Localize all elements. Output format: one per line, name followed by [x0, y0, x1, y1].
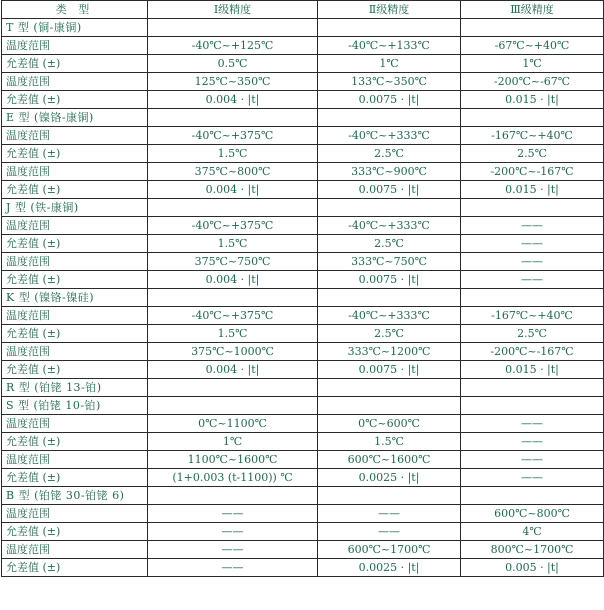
table-cell: 375℃~800℃: [148, 163, 318, 181]
table-row: [2, 523, 604, 541]
group-label: J 型 (铁-康铜): [2, 199, 148, 217]
row-label: 温度范围: [2, 541, 148, 559]
table-row: [2, 343, 604, 361]
group-row: [2, 289, 604, 307]
table-row: [2, 217, 604, 235]
row-label: 允差值 (±): [2, 469, 148, 487]
group-row: [2, 397, 604, 415]
table-row: [2, 235, 604, 253]
group-label: R 型 (铂铑 13-铂): [2, 379, 148, 397]
row-label: 温度范围: [2, 505, 148, 523]
table-cell: [318, 289, 461, 307]
table-cell: 0.004 · |t|: [148, 181, 318, 199]
group-row: [2, 199, 604, 217]
table-cell: 333℃~750℃: [318, 253, 461, 271]
table-cell: -200℃~-167℃: [461, 163, 604, 181]
group-label: S 型 (铂铑 10-铂): [2, 397, 148, 415]
table-cell: 1.5℃: [148, 235, 318, 253]
table-row: [2, 145, 604, 163]
table-cell: [148, 199, 318, 217]
table-cell: [461, 487, 604, 505]
row-label: 温度范围: [2, 127, 148, 145]
table-cell: 133℃~350℃: [318, 73, 461, 91]
row-label: 温度范围: [2, 343, 148, 361]
group-label: K 型 (镍铬-镍硅): [2, 289, 148, 307]
row-label: 温度范围: [2, 73, 148, 91]
table-cell: 0.0075 · |t|: [318, 271, 461, 289]
table-cell: ——: [318, 505, 461, 523]
table-body: [2, 19, 604, 577]
table-cell: 0℃~1100℃: [148, 415, 318, 433]
row-label: 允差值 (±): [2, 145, 148, 163]
table-cell: ——: [461, 217, 604, 235]
table-cell: [148, 289, 318, 307]
row-label: 温度范围: [2, 37, 148, 55]
table-cell: 0.005 · |t|: [461, 559, 604, 577]
row-label: 温度范围: [2, 253, 148, 271]
header-type: 类 型: [2, 1, 148, 19]
table-cell: [461, 19, 604, 37]
table-cell: 0.0025 · |t|: [318, 559, 461, 577]
table-cell: 0.004 · |t|: [148, 91, 318, 109]
table-row: [2, 127, 604, 145]
table-cell: ——: [461, 451, 604, 469]
table-cell: 0.004 · |t|: [148, 361, 318, 379]
table-row: [2, 163, 604, 181]
table-cell: 2.5℃: [461, 145, 604, 163]
table-cell: [318, 397, 461, 415]
row-label: 允差值 (±): [2, 361, 148, 379]
group-row: [2, 379, 604, 397]
table-cell: 375℃~750℃: [148, 253, 318, 271]
table-cell: 0.0075 · |t|: [318, 361, 461, 379]
table-cell: ——: [148, 505, 318, 523]
row-label: 允差值 (±): [2, 181, 148, 199]
table-cell: [148, 109, 318, 127]
table-cell: 1℃: [318, 55, 461, 73]
table-cell: (1+0.003 (t-1100)) ℃: [148, 469, 318, 487]
table-cell: 2.5℃: [461, 325, 604, 343]
table-row: [2, 469, 604, 487]
table-cell: -167℃~+40℃: [461, 127, 604, 145]
row-label: 允差值 (±): [2, 55, 148, 73]
table-cell: ——: [461, 271, 604, 289]
table-row: [2, 253, 604, 271]
table-cell: 800℃~1700℃: [461, 541, 604, 559]
table-row: [2, 559, 604, 577]
table-cell: 1.5℃: [148, 325, 318, 343]
table-cell: 4℃: [461, 523, 604, 541]
table-row: [2, 37, 604, 55]
group-row: [2, 487, 604, 505]
table-cell: 600℃~800℃: [461, 505, 604, 523]
table-cell: -40℃~+333℃: [318, 127, 461, 145]
table-cell: [461, 109, 604, 127]
table-cell: 0.0025 · |t|: [318, 469, 461, 487]
table-cell: ——: [461, 235, 604, 253]
table-cell: [148, 487, 318, 505]
table-cell: -40℃~+125℃: [148, 37, 318, 55]
row-label: 允差值 (±): [2, 235, 148, 253]
table-cell: 375℃~1000℃: [148, 343, 318, 361]
table-cell: [148, 19, 318, 37]
table-cell: -167℃~+40℃: [461, 307, 604, 325]
table-cell: 1.5℃: [318, 433, 461, 451]
group-row: [2, 109, 604, 127]
table-row: [2, 325, 604, 343]
table-cell: 2.5℃: [318, 235, 461, 253]
table-cell: ——: [148, 523, 318, 541]
table-cell: [318, 109, 461, 127]
table-cell: 0.015 · |t|: [461, 181, 604, 199]
table-cell: 0.004 · |t|: [148, 271, 318, 289]
table-cell: ——: [461, 253, 604, 271]
table-cell: 1℃: [461, 55, 604, 73]
table-cell: -40℃~+375℃: [148, 217, 318, 235]
table-cell: [318, 199, 461, 217]
table-row: [2, 541, 604, 559]
table-cell: 0.0075 · |t|: [318, 91, 461, 109]
group-label: T 型 (铜-康铜): [2, 19, 148, 37]
row-label: 温度范围: [2, 217, 148, 235]
table-cell: 333℃~1200℃: [318, 343, 461, 361]
row-label: 允差值 (±): [2, 523, 148, 541]
group-label: B 型 (铂铑 30-铂铑 6): [2, 487, 148, 505]
table-cell: [461, 289, 604, 307]
row-label: 允差值 (±): [2, 559, 148, 577]
table-row: [2, 271, 604, 289]
table-row: [2, 307, 604, 325]
table-cell: ——: [148, 541, 318, 559]
row-label: 允差值 (±): [2, 433, 148, 451]
table-cell: ——: [461, 433, 604, 451]
table-cell: -67℃~+40℃: [461, 37, 604, 55]
table-cell: 0.015 · |t|: [461, 361, 604, 379]
row-label: 温度范围: [2, 415, 148, 433]
table-cell: -40℃~+333℃: [318, 307, 461, 325]
table-cell: 0.015 · |t|: [461, 91, 604, 109]
table-cell: 333℃~900℃: [318, 163, 461, 181]
table-cell: [148, 379, 318, 397]
header-class-3: Ⅲ级精度: [461, 1, 604, 19]
table-cell: [318, 19, 461, 37]
table-row: [2, 181, 604, 199]
table-row: [2, 451, 604, 469]
row-label: 允差值 (±): [2, 91, 148, 109]
table-cell: 600℃~1700℃: [318, 541, 461, 559]
table-row: [2, 433, 604, 451]
group-label: E 型 (镍铬-康铜): [2, 109, 148, 127]
table-row: [2, 55, 604, 73]
table-cell: 2.5℃: [318, 325, 461, 343]
group-row: [2, 19, 604, 37]
row-label: 温度范围: [2, 163, 148, 181]
table-cell: 600℃~1600℃: [318, 451, 461, 469]
table-row: [2, 505, 604, 523]
thermocouple-tolerance-table: [1, 0, 604, 577]
table-cell: -200℃~-167℃: [461, 343, 604, 361]
table-cell: 1℃: [148, 433, 318, 451]
table-cell: -40℃~+375℃: [148, 127, 318, 145]
table-cell: ——: [461, 415, 604, 433]
row-label: 温度范围: [2, 307, 148, 325]
table-cell: 0.5℃: [148, 55, 318, 73]
table-cell: 2.5℃: [318, 145, 461, 163]
table-header-row: [2, 1, 604, 19]
table-cell: -40℃~+333℃: [318, 217, 461, 235]
table-cell: ——: [461, 469, 604, 487]
table-cell: 0.0075 · |t|: [318, 181, 461, 199]
row-label: 允差值 (±): [2, 271, 148, 289]
table-cell: ——: [148, 559, 318, 577]
table-cell: -40℃~+375℃: [148, 307, 318, 325]
table-row: [2, 91, 604, 109]
table-cell: [318, 379, 461, 397]
table-cell: [148, 397, 318, 415]
table-cell: 1100℃~1600℃: [148, 451, 318, 469]
table-cell: ——: [318, 523, 461, 541]
table-cell: -40℃~+133℃: [318, 37, 461, 55]
table-row: [2, 73, 604, 91]
table-cell: [461, 397, 604, 415]
table-cell: 1.5℃: [148, 145, 318, 163]
header-class-1: Ⅰ级精度: [148, 1, 318, 19]
table-cell: 125℃~350℃: [148, 73, 318, 91]
row-label: 允差值 (±): [2, 325, 148, 343]
table-cell: 0℃~600℃: [318, 415, 461, 433]
table-cell: [318, 487, 461, 505]
table-row: [2, 361, 604, 379]
header-class-2: Ⅱ级精度: [318, 1, 461, 19]
table-cell: [461, 199, 604, 217]
row-label: 温度范围: [2, 451, 148, 469]
table-row: [2, 415, 604, 433]
table-cell: [461, 379, 604, 397]
table-cell: -200℃~-67℃: [461, 73, 604, 91]
